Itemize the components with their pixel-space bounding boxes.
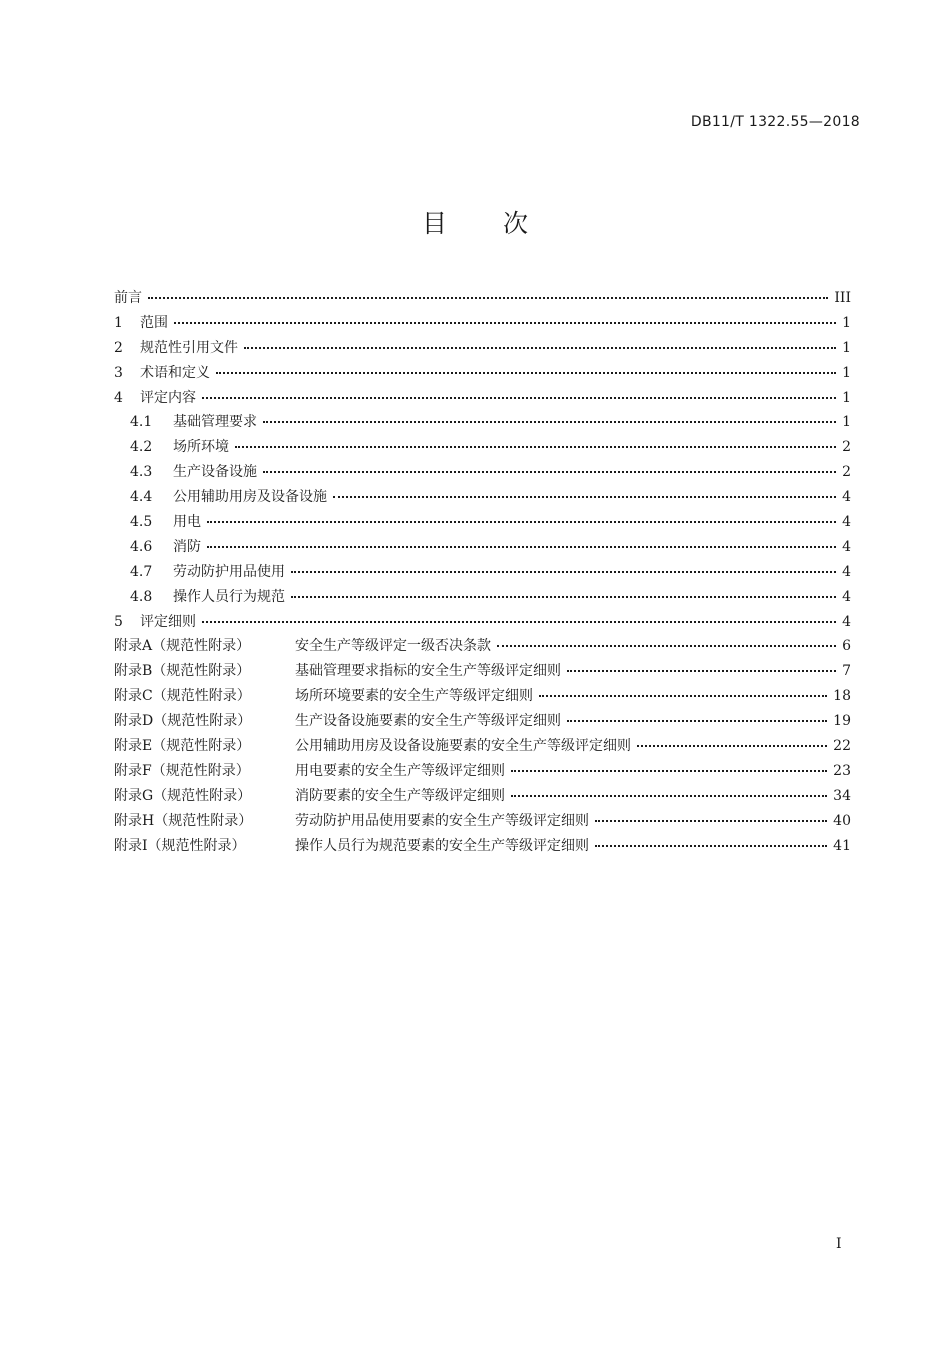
appendix-label: 附录G（规范性附录） xyxy=(114,787,252,804)
toc-entry-title: 生产设备设施要素的安全生产等级评定细则 xyxy=(295,713,561,730)
dot-leader xyxy=(216,371,836,374)
document-id: DB11/T 1322.55—2018 xyxy=(690,114,860,130)
toc-entry-number: 4.4 xyxy=(130,489,153,506)
dot-leader xyxy=(511,769,827,772)
toc-entry[interactable] xyxy=(114,410,851,435)
dot-leader xyxy=(202,396,836,399)
toc-page-number: 40 xyxy=(833,812,851,829)
toc-entry-title: 用电 xyxy=(173,514,201,531)
toc-page-number: 7 xyxy=(842,663,851,680)
toc-page-number: 4 xyxy=(842,588,851,605)
toc-entry-title: 操作人员行为规范要素的安全生产等级评定细则 xyxy=(295,837,589,854)
toc-title: 目 次 xyxy=(422,209,552,238)
dot-leader xyxy=(595,819,827,822)
toc-entry[interactable] xyxy=(114,386,851,411)
dot-leader xyxy=(207,545,836,548)
toc-entry[interactable] xyxy=(114,311,851,336)
dot-leader xyxy=(567,669,836,672)
toc-page-number: 1 xyxy=(842,314,851,331)
toc-entry-number: 4.7 xyxy=(130,563,153,580)
toc-page-number: 1 xyxy=(842,414,851,431)
page-number: I xyxy=(836,1236,842,1252)
toc-entry-title: 范围 xyxy=(140,314,168,331)
toc-entry[interactable] xyxy=(114,634,851,659)
dot-leader xyxy=(291,570,836,573)
toc-entry-title: 前言 xyxy=(114,290,142,306)
appendix-label: 附录B（规范性附录） xyxy=(114,663,251,680)
toc-entry-title: 公用辅助用房及设备设施要素的安全生产等级评定细则 xyxy=(295,738,631,755)
toc-entry[interactable] xyxy=(114,659,851,684)
toc-page-number: 2 xyxy=(842,439,851,456)
dot-leader xyxy=(567,719,827,722)
toc-page-number: 6 xyxy=(842,638,851,655)
dot-leader xyxy=(539,694,827,697)
toc-entry[interactable] xyxy=(114,560,851,585)
appendix-label: 附录H（规范性附录） xyxy=(114,812,253,829)
toc-entry-number: 4.1 xyxy=(130,414,153,431)
toc-page-number: 4 xyxy=(842,514,851,531)
toc-entry-title: 公用辅助用房及设备设施 xyxy=(173,489,327,506)
appendix-label: 附录E（规范性附录） xyxy=(114,738,251,755)
dot-leader xyxy=(511,794,827,797)
toc-page-number: 1 xyxy=(842,339,851,356)
toc-entry-number: 5 xyxy=(114,613,123,630)
toc-entry-number: 4 xyxy=(114,389,123,406)
toc-entry-title: 场所环境要素的安全生产等级评定细则 xyxy=(295,688,533,705)
toc-entry-title: 安全生产等级评定一级否决条款 xyxy=(295,638,491,655)
toc-entry-number: 1 xyxy=(114,314,123,331)
dot-leader xyxy=(291,595,836,598)
toc-page-number: 1 xyxy=(842,364,851,381)
toc-entry[interactable] xyxy=(114,535,851,560)
toc-page-number: 4 xyxy=(842,613,851,630)
toc-entry-title: 操作人员行为规范 xyxy=(173,588,285,605)
toc-entry[interactable] xyxy=(114,485,851,510)
dot-leader xyxy=(148,296,828,299)
appendix-label: 附录C（规范性附录） xyxy=(114,688,251,705)
toc-entry-title: 消防要素的安全生产等级评定细则 xyxy=(295,787,505,804)
toc-entry[interactable] xyxy=(114,610,851,635)
dot-leader xyxy=(497,644,836,647)
dot-leader xyxy=(637,744,827,747)
appendix-label: 附录I（规范性附录） xyxy=(114,837,246,854)
toc-page-number: 41 xyxy=(833,837,851,854)
toc-entry-number: 4.3 xyxy=(130,464,153,481)
toc-entry[interactable] xyxy=(114,336,851,361)
dot-leader xyxy=(263,420,836,423)
dot-leader xyxy=(595,844,827,847)
toc-entry-title: 用电要素的安全生产等级评定细则 xyxy=(295,762,505,779)
toc-page-number: 34 xyxy=(833,787,851,804)
toc-entry[interactable] xyxy=(114,460,851,485)
toc-entry[interactable] xyxy=(114,361,851,386)
toc-entry[interactable] xyxy=(114,510,851,535)
toc-entry-title: 基础管理要求 xyxy=(173,414,257,431)
toc-entry[interactable] xyxy=(114,709,851,734)
toc-entry-title: 劳动防护用品使用 xyxy=(173,563,285,580)
toc-entry-number: 4.2 xyxy=(130,439,153,456)
toc-entry-number: 4.5 xyxy=(130,514,153,531)
appendix-label: 附录A（规范性附录） xyxy=(114,638,251,655)
toc-page-number: 22 xyxy=(833,738,851,755)
toc-page-number: 18 xyxy=(833,688,851,705)
dot-leader xyxy=(235,445,836,448)
dot-leader xyxy=(207,520,836,523)
toc-entry-number: 2 xyxy=(114,339,123,356)
toc-entry[interactable] xyxy=(114,585,851,610)
toc-page-number: 4 xyxy=(842,563,851,580)
toc-entry[interactable] xyxy=(114,809,851,834)
toc-entry-title: 劳动防护用品使用要素的安全生产等级评定细则 xyxy=(295,812,589,829)
toc-entry[interactable] xyxy=(114,734,851,759)
toc-entry[interactable] xyxy=(114,784,851,809)
toc-page-number: 2 xyxy=(842,464,851,481)
toc-entry[interactable] xyxy=(114,286,851,311)
toc-entry-number: 3 xyxy=(114,364,123,381)
toc-page-number: 4 xyxy=(842,538,851,555)
toc-page-number: III xyxy=(834,290,851,306)
dot-leader xyxy=(202,620,836,623)
toc-entry-title: 规范性引用文件 xyxy=(140,339,238,356)
toc-page-number: 1 xyxy=(842,389,851,406)
toc-entry-title: 术语和定义 xyxy=(140,364,210,381)
dot-leader xyxy=(263,470,836,473)
toc-entry-number: 4.6 xyxy=(130,538,153,555)
table-of-contents xyxy=(114,286,851,858)
appendix-label: 附录D（规范性附录） xyxy=(114,713,252,730)
dot-leader xyxy=(174,321,836,324)
toc-page-number: 19 xyxy=(833,713,851,730)
toc-entry-title: 评定内容 xyxy=(140,389,196,406)
toc-entry-number: 4.8 xyxy=(130,588,153,605)
toc-entry-title: 场所环境 xyxy=(173,439,229,456)
toc-entry[interactable] xyxy=(114,759,851,784)
toc-page-number: 4 xyxy=(842,489,851,506)
dot-leader xyxy=(333,495,836,498)
toc-entry[interactable] xyxy=(114,834,851,859)
dot-leader xyxy=(244,346,836,349)
appendix-label: 附录F（规范性附录） xyxy=(114,762,250,779)
toc-entry-title: 消防 xyxy=(173,538,201,555)
toc-page-number: 23 xyxy=(833,762,851,779)
toc-entry[interactable] xyxy=(114,684,851,709)
toc-entry-title: 生产设备设施 xyxy=(173,464,257,481)
toc-entry[interactable] xyxy=(114,435,851,460)
toc-entry-title: 基础管理要求指标的安全生产等级评定细则 xyxy=(295,663,561,680)
toc-entry-title: 评定细则 xyxy=(140,613,196,630)
